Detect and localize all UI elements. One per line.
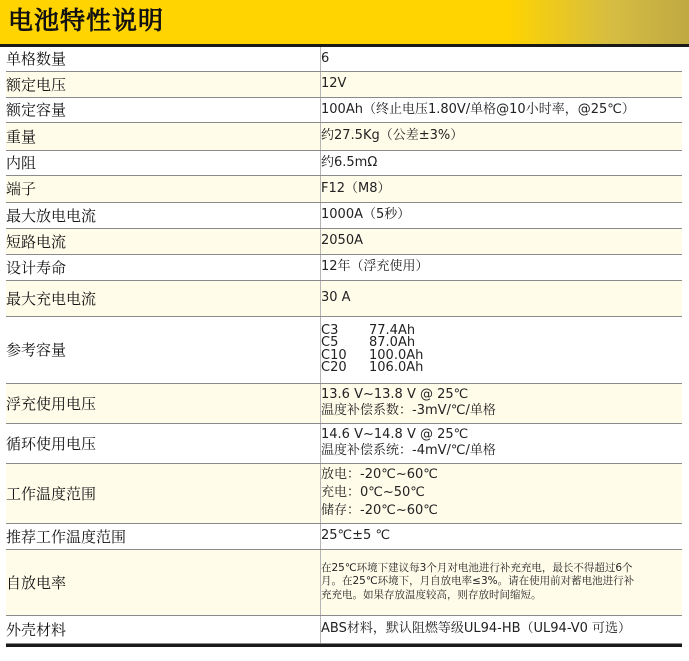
row-value: F12（M8） (321, 175, 683, 202)
row-label: 工作温度范围 (6, 463, 321, 523)
row-label: 参考容量 (6, 316, 321, 383)
row-value: 12年（浮充使用） (321, 254, 683, 280)
capacity-rate: C3 (321, 322, 339, 338)
table-row (6, 383, 682, 423)
table-row (6, 47, 682, 71)
row-value (321, 463, 683, 523)
row-value: ABS材料，默认阻燃等级UL94-HB（UL94-V0 可选） (321, 615, 683, 643)
row-value: 约27.5Kg（公差±3%） (321, 122, 683, 150)
header-banner (0, 0, 689, 44)
row-value: 约6.5mΩ (321, 150, 683, 175)
row-label: 循环使用电压 (6, 423, 321, 463)
row-value: 1000A（5秒） (321, 202, 683, 228)
row-label: 自放电率 (6, 549, 321, 615)
row-label: 重量 (6, 122, 321, 150)
row-label: 内阻 (6, 150, 321, 175)
temperature-compensation: 温度补偿系数：-3mV/℃/单格 (321, 403, 496, 418)
row-value (321, 383, 683, 423)
table-row (6, 280, 682, 316)
capacity-item (321, 362, 682, 375)
charge-temp: 充电：0℃~50℃ (321, 485, 425, 500)
table-row (6, 97, 682, 122)
header-background-photo (429, 0, 689, 44)
row-label: 额定容量 (6, 97, 321, 122)
row-label: 短路电流 (6, 228, 321, 254)
table-row (6, 150, 682, 175)
capacity-value: 100.0Ah (369, 347, 424, 363)
capacity-list (321, 316, 683, 383)
storage-temp: 储存：-20℃~60℃ (321, 503, 438, 518)
row-value: 2050A (321, 228, 683, 254)
table-row (6, 122, 682, 150)
capacity-rate: C10 (321, 347, 347, 363)
bottom-rule (6, 644, 682, 647)
row-label: 设计寿命 (6, 254, 321, 280)
table-row (6, 549, 682, 615)
capacity-rate: C20 (321, 360, 347, 375)
discharge-temp: 放电：-20℃~60℃ (321, 467, 438, 482)
voltage-range: 14.6 V~14.8 V @ 25℃ (321, 427, 469, 442)
table-row (6, 615, 682, 643)
table-row (6, 254, 682, 280)
row-label: 最大充电电流 (6, 280, 321, 316)
row-value: 12V (321, 71, 683, 97)
row-label: 额定电压 (6, 71, 321, 97)
self-discharge-note: 在25℃环境下建议每3个月对电池进行补充充电，最长不得超过6个月。在25℃环境下，月自放电率≤3%。请在使用前对蓄电池进行补充充电。如果存放温度较高，则存放时间缩短。 (321, 561, 635, 601)
page-title: 电池特性说明 (8, 6, 165, 35)
row-value (321, 549, 683, 615)
capacity-rate: C5 (321, 335, 339, 350)
capacity-value: 87.0Ah (369, 335, 416, 350)
table-row (6, 175, 682, 202)
table-row (6, 523, 682, 549)
table-row (6, 463, 682, 523)
row-value: 30 A (321, 280, 683, 316)
row-value: 25℃±5 ℃ (321, 523, 683, 549)
table-row (6, 316, 682, 383)
row-label: 推荐工作温度范围 (6, 523, 321, 549)
row-label: 浮充使用电压 (6, 383, 321, 423)
row-value: 6 (321, 47, 683, 71)
row-label: 最大放电电流 (6, 202, 321, 228)
capacity-value: 106.0Ah (369, 360, 424, 375)
row-label: 单格数量 (6, 47, 321, 71)
row-value: 100Ah（终止电压1.80V/单格@10小时率，@25℃） (321, 97, 683, 122)
row-label: 外壳材料 (6, 615, 321, 643)
voltage-range: 13.6 V~13.8 V @ 25℃ (321, 387, 469, 402)
row-label: 端子 (6, 175, 321, 202)
table-row (6, 423, 682, 463)
row-value (321, 423, 683, 463)
table-row (6, 71, 682, 97)
capacity-value: 77.4Ah (369, 322, 416, 338)
table-row (6, 202, 682, 228)
table-row (6, 228, 682, 254)
spec-table (6, 47, 682, 644)
temperature-compensation: 温度补偿系统：-4mV/℃/单格 (321, 443, 496, 458)
